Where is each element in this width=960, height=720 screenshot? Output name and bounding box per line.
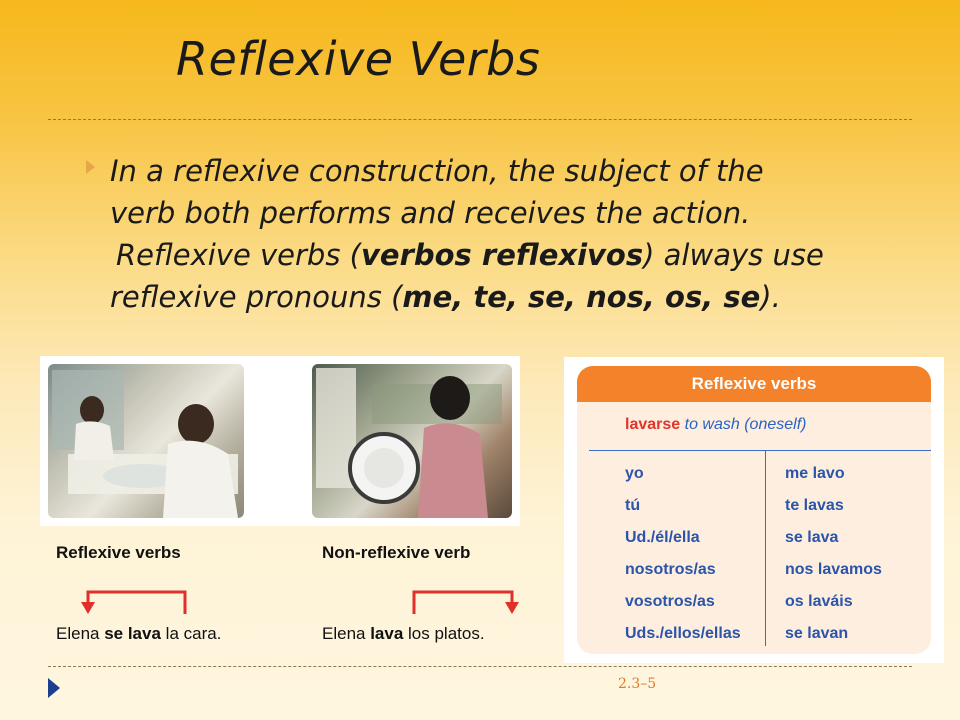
slide-title: Reflexive Verbs bbox=[176, 32, 541, 86]
table-form: os laváis bbox=[785, 593, 853, 610]
table-form: se lavan bbox=[785, 625, 849, 642]
table-subject: yo bbox=[625, 465, 644, 482]
table-subject: nosotros/as bbox=[625, 561, 716, 578]
table-subject: vosotros/as bbox=[625, 593, 715, 610]
caption-non-reflexive: Non-reflexive verb bbox=[322, 543, 471, 562]
table-gloss: to wash (oneself) bbox=[684, 416, 807, 433]
table-form: me lavo bbox=[785, 465, 845, 482]
body-line-1: In a reflexive construction, the subject of the bbox=[110, 154, 764, 188]
body-line-4: reflexive pronouns (me, te, se, nos, os, se). bbox=[110, 280, 781, 314]
conjugation-table-body bbox=[577, 366, 931, 654]
page-number: 2.3–5 bbox=[618, 676, 657, 692]
non-reflexive-arrow-icon bbox=[414, 592, 519, 614]
table-form: te lavas bbox=[785, 497, 844, 514]
table-header-title: Reflexive verbs bbox=[691, 374, 817, 393]
table-rule bbox=[589, 450, 931, 451]
example-sentence-reflexive: Elena se lava la cara. bbox=[56, 624, 222, 643]
table-verb-line bbox=[625, 416, 806, 434]
next-slide-arrow-icon[interactable] bbox=[48, 678, 60, 698]
table-subject: Ud./él/ella bbox=[625, 529, 700, 546]
bottom-divider bbox=[48, 666, 912, 667]
table-subject: Uds./ellos/ellas bbox=[625, 625, 741, 642]
table-column-divider bbox=[765, 450, 766, 646]
example-sentence-non-reflexive: Elena lava los platos. bbox=[322, 624, 485, 643]
conjugation-table bbox=[564, 357, 944, 663]
caption-reflexive: Reflexive verbs bbox=[56, 543, 181, 562]
table-subject: tú bbox=[625, 497, 641, 514]
reflexive-arrow-icon bbox=[81, 592, 185, 614]
body-line-2: verb both performs and receives the action. bbox=[110, 196, 751, 230]
table-form: se lava bbox=[785, 529, 839, 546]
table-form: nos lavamos bbox=[785, 561, 882, 578]
table-verb: lavarse bbox=[625, 416, 681, 433]
body-line-3: Reflexive verbs (verbos reflexivos) always use bbox=[116, 238, 824, 272]
